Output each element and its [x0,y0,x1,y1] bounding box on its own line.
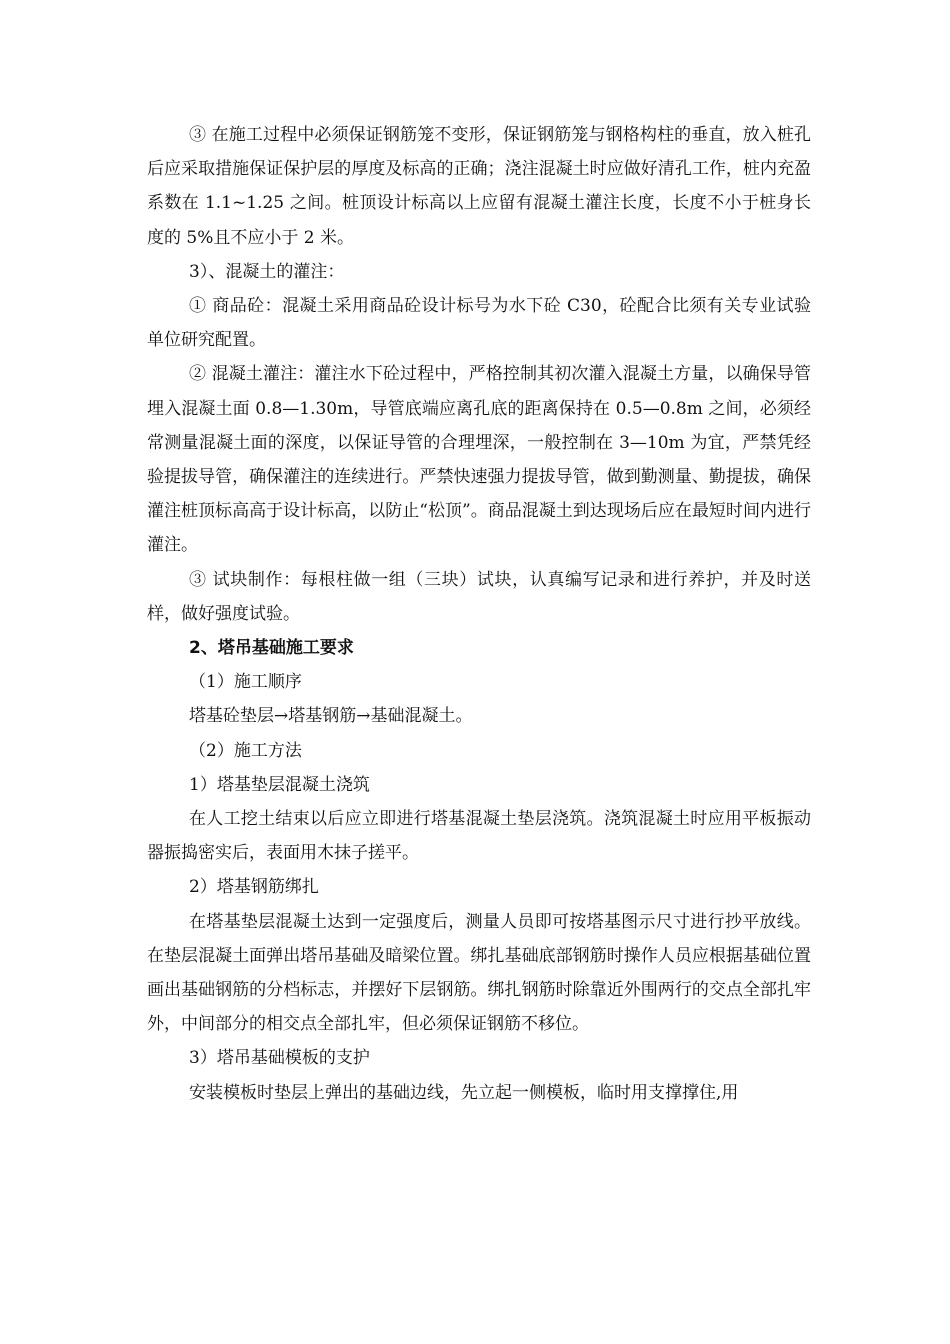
paragraph-rebar-binding: 在塔基垫层混凝土达到一定强度后，测量人员即可按塔基图示尺寸进行抄平放线。在垫层混凝土面弹出塔吊基础及暗梁位置。绑扎基础底部钢筋时操作人员应根据基础位置画出基础钢筋的分档标志，并摆好下层钢筋。绑扎钢筋时除靠近外围两行的交点全部扎牢外，中间部分的相交点全部扎牢，但必须保证钢筋不移位。 [147,911,811,1035]
paragraph-cushion-concrete: 在人工挖土结束以后应立即进行塔基混凝土垫层浇筑。浇筑混凝土时应用平板振动器振捣密实后，表面用木抹子搓平。 [147,809,811,864]
subheading-construction-sequence: （1）施工顺序 [189,672,302,693]
section-heading-tower-crane-foundation: 2、塔吊基础施工要求 [189,638,354,659]
paragraph-rebar-cage-verticality: ③ 在施工过程中必须保证钢筋笼不变形，保证钢筋笼与钢格构柱的垂直，放入桩孔后应采取措施保证保护层的厚度及标高的正确；浇注混凝土时应做好清孔工作，桩内充盈系数在 1.1~1.25 之间。桩顶设计标高以上应留有混凝土灌注长度，长度不小于桩身长度的 5%且不应小于 2 米。 [147,125,811,248]
paragraph-commercial-concrete: ① 商品砼：混凝土采用商品砼设计标号为水下砼 C30，砼配合比须有关专业试验单位研究配置。 [147,296,811,351]
subheading-concrete-pouring: 3）、混凝土的灌注： [189,261,345,282]
paragraph-test-block-making: ③ 试块制作：每根柱做一组（三块）试块，认真编写记录和进行养护，并及时送样，做好强度试验。 [147,569,811,624]
paragraph-concrete-pouring-control: ② 混凝土灌注：灌注水下砼过程中，严格控制其初次灌入混凝土方量，以确保导管埋入混凝土面 0.8—1.30m，导管底端应离孔底的距离保持在 0.5—0.8m 之间，必须经常测量混凝土面的深度，以保证导管的合理埋深，一般控制在 3—10m 为宜，严禁凭经验提拔导管，确保灌注的连续进行。严禁快速强力提拔导管，做到勤测量、勤提拔，确保灌注桩顶标高高于设计标高，以防止“松顶”。商品混凝土到达现场后应在最短时间内进行灌注。 [147,364,811,556]
subheading-construction-method: （2）施工方法 [189,740,302,761]
subheading-cushion-concrete: 1）塔基垫层混凝土浇筑 [189,774,370,795]
paragraph-sequence-flow: 塔基砼垫层→塔基钢筋→基础混凝土。 [189,706,473,727]
subheading-rebar-binding: 2）塔基钢筋绑扎 [189,877,319,898]
subheading-formwork-support: 3）塔吊基础模板的支护 [189,1048,370,1069]
paragraph-formwork-support: 安装模板时垫层上弹出的基础边线，先立起一侧模板，临时用支撑撑住,用 [189,1082,739,1103]
document-body [147,118,811,1110]
